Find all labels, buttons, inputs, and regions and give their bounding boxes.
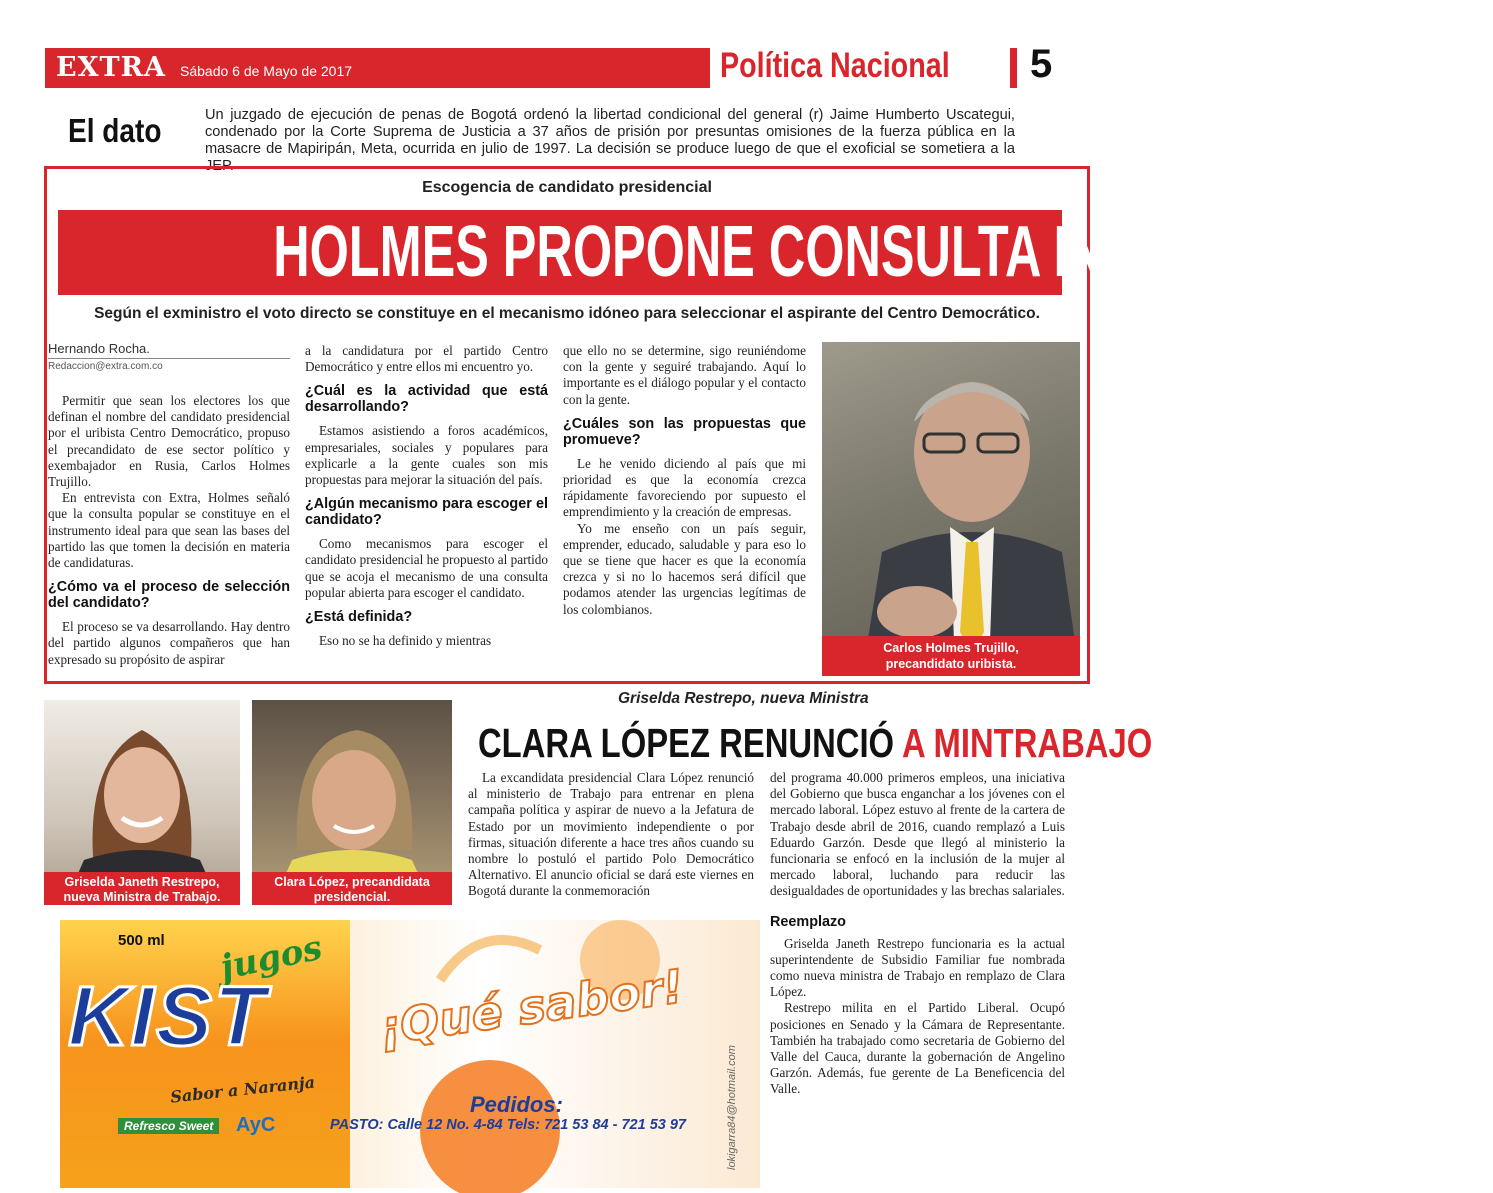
article-column-2 xyxy=(305,343,548,649)
photo-caption-clara xyxy=(252,872,452,905)
issue-date: Sábado 6 de Mayo de 2017 xyxy=(180,63,353,79)
main-deck: Según el exministro el voto directo se constituye en el mecanismo idóneo para seleccionar el aspirante del Centro Democrático. xyxy=(94,305,1040,322)
second-headline xyxy=(478,720,1152,767)
paragraph: Le he venido diciendo al país que mi prioridad es que la economía crezca rápidamente favoreciendo por supuesto el emprendimiento y la creación de empresas. xyxy=(563,455,806,520)
paragraph: Estamos asistiendo a foros académicos, empresariales, sociales y populares para explicarle a la gente cuales son mis propuestas para mejorar la situación del país. xyxy=(305,423,548,488)
article-column-1 xyxy=(48,393,290,668)
caption-line: nueva Ministra de Trabajo. xyxy=(63,890,221,904)
second-headline-red: A MINTRABAJO xyxy=(901,720,1153,766)
section-title: Política Nacional xyxy=(720,46,950,85)
second-article-kicker: Griselda Restrepo, nueva Ministra xyxy=(618,690,869,707)
ad-jugos: jugos xyxy=(216,927,326,989)
caption-line: Griselda Janeth Restrepo, xyxy=(64,875,220,889)
el-dato-text: Un juzgado de ejecución de penas de Bogotá ordenó la libertad condicional del general (r) Jaime Humberto Uscategui, condenado por la Corte Suprema de Justicia a 37 años de prisión por presuntas omisiones de la fuerza pública en la masacre de Mapiripán, Meta, ocurrida en julio de 1997. La decisión se produce luego de que el exoficial se sometiera a la JEP. xyxy=(205,107,1015,174)
interview-question: ¿Algún mecanismo para escoger el candidato? xyxy=(305,496,548,529)
interview-question: ¿Está definida? xyxy=(305,609,413,626)
second-article-column-1 xyxy=(468,770,754,900)
paragraph: que ello no se determine, sigo reuniéndome con la gente y seguiré trabajando. Aquí lo importante es el diálogo popular y el contacto con la gente. xyxy=(563,343,806,407)
ad-slogan: ¡Qué sabor! xyxy=(375,958,687,1056)
paragraph: Restrepo milita en el Partido Liberal. Ocupó posiciones en Senado y la Cámara de Representante. También ha trabajado como secretaria de Gobierno del Valle del Cauca, durante la gobernación de Angelino Garzón. Además, fue gerente de La Beneficencia del Valle. xyxy=(770,1000,1065,1097)
paragraph: Permitir que sean los electores los que definan el nombre del candidato presidencial por el uribista Centro Democrático, propuso el precandidato de ese sector político y exembajador en Rusia, Carlos Holmes Trujillo. xyxy=(48,393,290,490)
newspaper-logo: EXTRA xyxy=(56,52,167,83)
second-headline-black: CLARA LÓPEZ RENUNCIÓ xyxy=(478,720,895,766)
paragraph: del programa 40.000 primeros empleos, una iniciativa del Gobierno que busca enganchar a los jóvenes con el mercado laboral. López estuvo al frente de la cartera de Trabajo desde abril de 2016, cuando remplazó a Luis Eduardo Garzón. Desde que llegó al ministerio la funcionaria se enfocó en la inclusión de la mujer al mercado laboral, luchando para reducir las desigualdades de oportunidades y las brechas salariales. xyxy=(770,770,1065,899)
caption-line: presidencial. xyxy=(313,890,391,904)
paragraph: a la candidatura por el partido Centro Democrático y entre ellos mi encuentro yo. xyxy=(305,343,548,375)
paragraph: Yo me enseño con un país seguir, emprender, educado, saludable y para eso lo que se tiene que hacer es que la economía crezca y si no lo hacemos será difícil que podamos atender las urgencias legítimas de los colombianos. xyxy=(563,520,806,617)
portrait-illustration xyxy=(822,342,1080,676)
second-article-column-2 xyxy=(770,770,1065,1098)
el-dato-label: El dato xyxy=(68,112,162,149)
byline-email: Redaccion@extra.com.co xyxy=(48,361,163,372)
photo-caption-griselda xyxy=(44,872,240,905)
main-headline xyxy=(58,212,1278,292)
ad-orders-label: Pedidos: xyxy=(470,1092,563,1117)
ad-address: PASTO: Calle 12 No. 4-84 Tels: 721 53 84 - 721 53 97 xyxy=(330,1117,686,1133)
caption-line: Carlos Holmes Trujillo, xyxy=(883,641,1019,655)
interview-question: ¿Cuáles son las propuestas que promueve? xyxy=(563,415,806,448)
interview-question: ¿Cuál es la actividad que está desarrollando? xyxy=(305,383,548,416)
ad-maker: AyC xyxy=(236,1114,276,1136)
paragraph: Griselda Janeth Restrepo funcionaria es la actual superintendente de Subsidio Familiar fue nombrada como nueva ministra de Trabajo en remplazo de Clara López. xyxy=(770,935,1065,1000)
paragraph: El proceso se va desarrollando. Hay dentro del partido algunos compañeros que han expresado su propósito de aspirar xyxy=(48,619,290,667)
page-number: 5 xyxy=(1030,42,1053,86)
kist-advertisement xyxy=(60,920,760,1188)
subheading: Reemplazo xyxy=(770,913,846,930)
interview-question: ¿Cómo va el proceso de selección del candidato? xyxy=(48,579,290,612)
ad-volume: 500 ml xyxy=(118,932,165,949)
ad-email: lokigarra84@hotmail.com xyxy=(726,1045,738,1170)
caption-line: precandidato uribista. xyxy=(885,657,1017,671)
paragraph: Como mecanismos para escoger el candidato presidencial he propuesto al partido que se acoja el mecanismo de una consulta popular abierta para escoger el candidato. xyxy=(305,536,548,600)
ad-brand-logo: KIST xyxy=(68,969,268,1063)
photo-carlos-holmes xyxy=(822,342,1080,676)
paragraph: Eso no se ha definido y mientras xyxy=(319,633,492,649)
article-column-3 xyxy=(563,343,806,618)
ad-sweet-label: Refresco Sweet xyxy=(118,1118,219,1134)
byline: Hernando Rocha. xyxy=(48,341,150,356)
main-article-kicker: Escogencia de candidato presidencial xyxy=(422,179,712,196)
ad-flavor: Sabor a Naranja xyxy=(169,1072,316,1107)
paragraph: En entrevista con Extra, Holmes señaló que la consulta popular se constituye en el instrumento ideal para que sean las bases del partido las que tomen la decisión en materia de candidaturas. xyxy=(48,490,290,571)
main-headline-text: HOLMES PROPONE CONSULTA INTERNA xyxy=(273,212,1278,292)
photo-caption-carlos-holmes xyxy=(822,636,1080,676)
byline-divider xyxy=(48,358,290,359)
caption-line: Clara López, precandidata xyxy=(274,875,430,889)
paragraph: La excandidata presidencial Clara López renunció al ministerio de Trabajo para entrenar en plena campaña política y aspirar de nuevo a la Jefatura de Estado por un movimiento independiente o por firmas, situación diferente a hace tres años cuando su nombre lo postuló el partido Polo Democrático Alternativo. El anuncio oficial se dará este viernes en Bogotá durante la conmemoración xyxy=(468,770,754,899)
